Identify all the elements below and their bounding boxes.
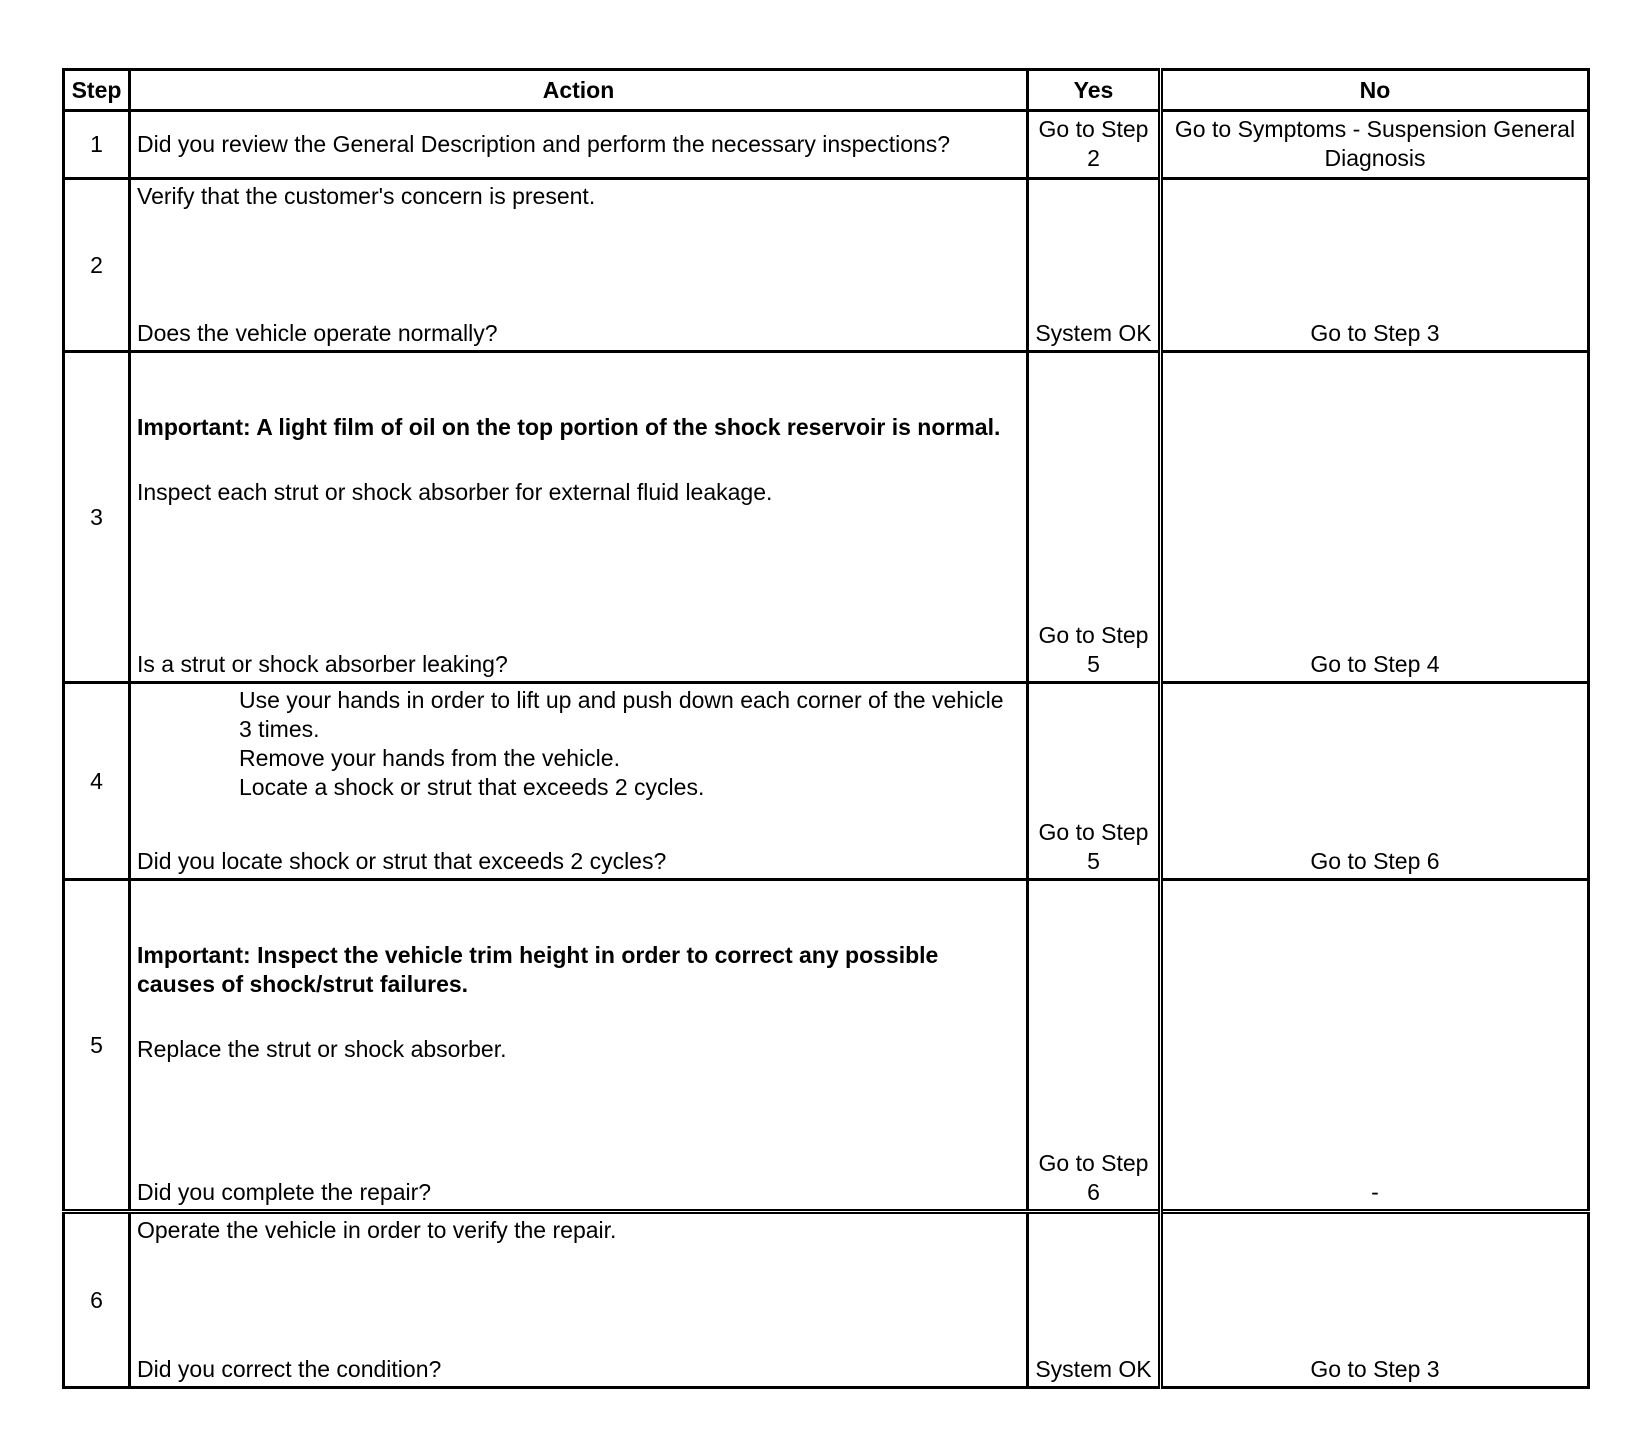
step-number: 4 xyxy=(64,683,130,880)
step-number: 3 xyxy=(64,352,130,683)
diagnostic-table xyxy=(62,68,1590,1389)
action-text: Inspect each strut or shock absorber for external fluid leakage. xyxy=(137,479,773,505)
yes-cell: System OK xyxy=(1028,1212,1161,1388)
no-cell: Go to Step 4 xyxy=(1161,352,1589,683)
table-row xyxy=(64,880,1589,1212)
action-question: Did you locate shock or strut that exceeds 2 cycles? xyxy=(137,848,667,874)
step-number: 1 xyxy=(64,111,130,179)
action-text: Did you review the General Description and perform the necessary inspections? xyxy=(137,131,951,157)
no-cell: Go to Step 3 xyxy=(1161,1212,1589,1388)
action-cell xyxy=(130,683,1028,880)
action-question: Did you complete the repair? xyxy=(137,1179,432,1205)
yes-cell: Go to Step 6 xyxy=(1028,880,1161,1212)
header-no: No xyxy=(1161,70,1589,111)
no-cell: - xyxy=(1161,880,1589,1212)
step-number: 2 xyxy=(64,179,130,352)
action-cell xyxy=(130,352,1028,683)
action-question: Does the vehicle operate normally? xyxy=(137,320,498,346)
table-row xyxy=(64,1212,1589,1388)
no-cell: Go to Step 3 xyxy=(1161,179,1589,352)
action-cell xyxy=(130,1212,1028,1388)
action-list-item: Remove your hands from the vehicle. xyxy=(239,745,620,771)
yes-cell: Go to Step 2 xyxy=(1028,111,1161,179)
header-step: Step xyxy=(64,70,130,111)
table-row xyxy=(64,179,1589,352)
yes-cell: Go to Step 5 xyxy=(1028,352,1161,683)
action-list-item: Use your hands in order to lift up and push down each corner of the vehicle 3 times. xyxy=(239,687,1004,742)
action-list-item: Locate a shock or strut that exceeds 2 cycles. xyxy=(239,774,705,800)
table-row xyxy=(64,352,1589,683)
action-cell xyxy=(130,179,1028,352)
header-yes: Yes xyxy=(1028,70,1161,111)
action-cell xyxy=(130,880,1028,1212)
header-action: Action xyxy=(130,70,1028,111)
table-row xyxy=(64,111,1589,179)
step-number: 6 xyxy=(64,1212,130,1388)
action-question: Is a strut or shock absorber leaking? xyxy=(137,651,508,677)
yes-cell: Go to Step 5 xyxy=(1028,683,1161,880)
no-cell: Go to Symptoms - Suspension General Diagnosis xyxy=(1161,111,1589,179)
action-question: Did you correct the condition? xyxy=(137,1356,442,1382)
table-row xyxy=(64,683,1589,880)
action-text: Operate the vehicle in order to verify the repair. xyxy=(137,1217,617,1243)
action-cell xyxy=(130,111,1028,179)
no-cell: Go to Step 6 xyxy=(1161,683,1589,880)
important-note: Important: Inspect the vehicle trim height in order to correct any possible causes of shock/strut failures. xyxy=(137,942,939,997)
header-row xyxy=(64,70,1589,111)
yes-cell: System OK xyxy=(1028,179,1161,352)
step-number: 5 xyxy=(64,880,130,1212)
action-text: Verify that the customer's concern is present. xyxy=(137,183,596,209)
action-text: Replace the strut or shock absorber. xyxy=(137,1036,507,1062)
important-note: Important: A light film of oil on the top portion of the shock reservoir is normal. xyxy=(137,414,1001,440)
